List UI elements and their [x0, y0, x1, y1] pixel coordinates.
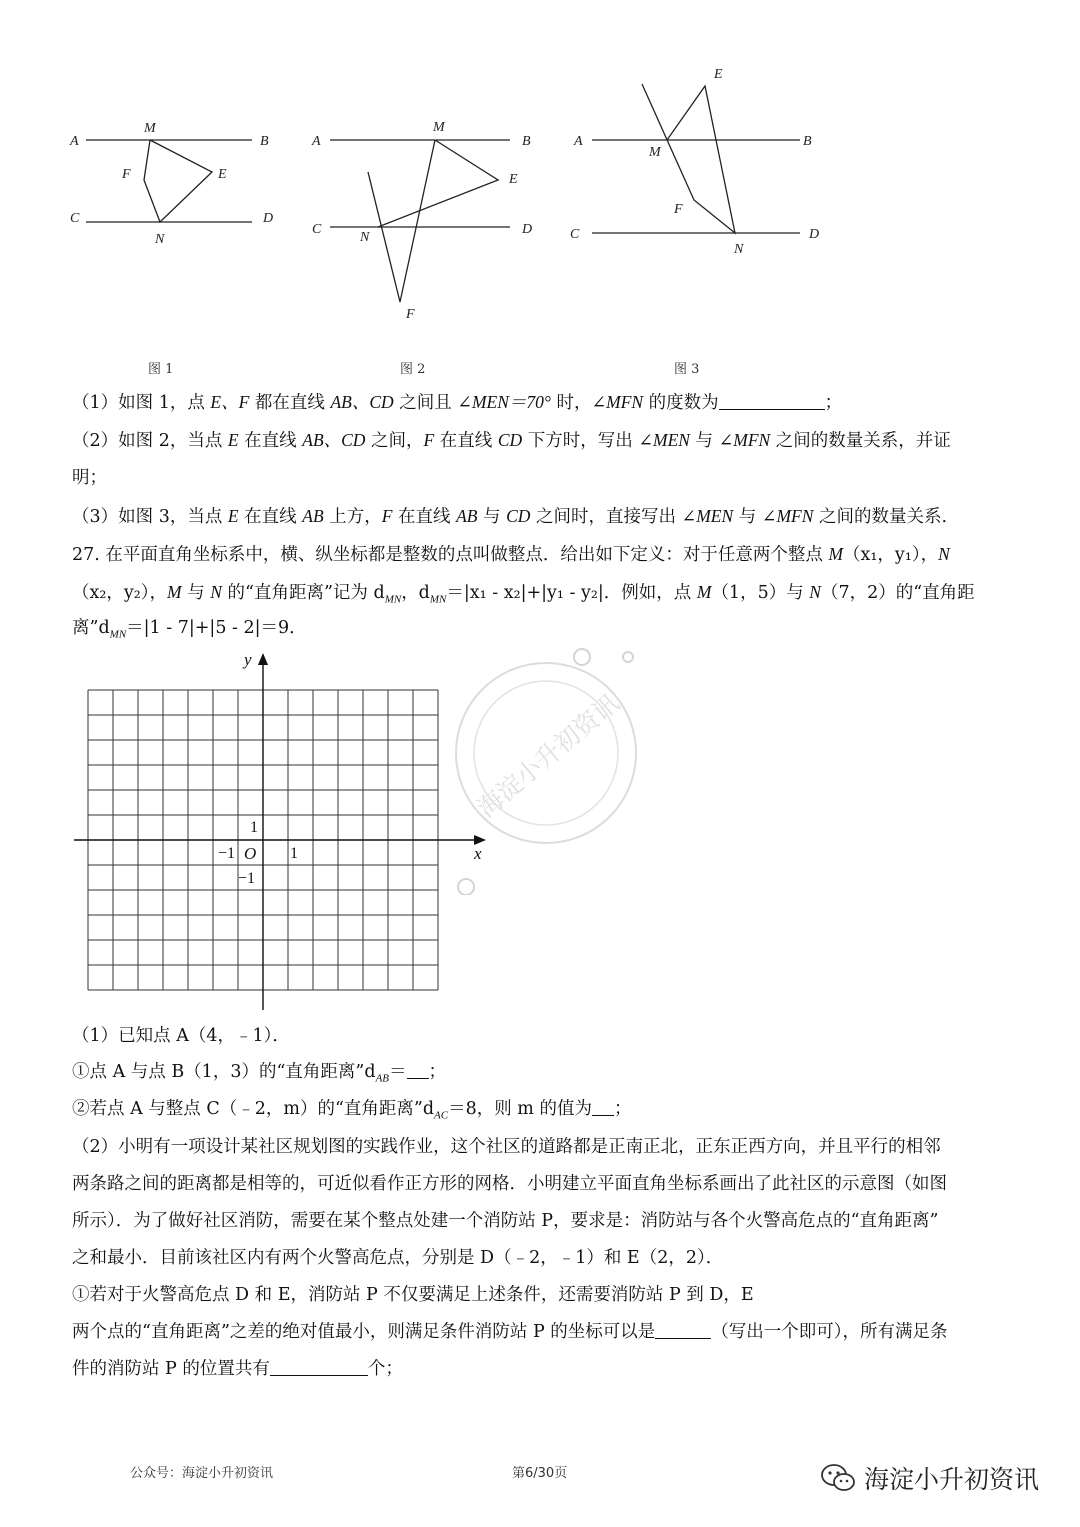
watermark-text: 海淀小升初资讯 — [471, 688, 625, 824]
wechat-icon — [820, 1462, 856, 1494]
label-n: N — [360, 230, 370, 245]
q26-part2-cont: 明； — [72, 468, 107, 488]
figure-1-caption: 图 1 — [148, 362, 174, 377]
q27-part2-1-l1: ①若对于火警高危点 D 和 E，消防站 P 不仅要满足上述条件，还需要消防站 P 到 D，E — [72, 1285, 754, 1305]
q27-part1-1: ①点 A 与点 B（1，3）的“直角距离$”d_{AB}=$ ； — [72, 1062, 447, 1085]
q27-part1: （1）已知点 A（4，﹣1）． — [72, 1026, 290, 1046]
q27-intro-1: 27. 在平面直角坐标系中，横、纵坐标都是整数的点叫做整点．给出如下定义：对于任意两个整点 M（x₁，y₁），N — [72, 544, 950, 565]
footer-account: 公众号：海淀小升初资讯 — [130, 1466, 274, 1481]
watermark-bubble — [623, 652, 633, 662]
grid-svg — [70, 645, 490, 1015]
origin-label: O — [244, 844, 257, 863]
figure-2-svg — [300, 110, 550, 330]
footer-page-number: 第6/30页 — [512, 1466, 568, 1481]
q26-part1: （1）如图 1，点 E、F 都在直线 AB、CD 之间且 ∠MEN＝70° 时，∠MFN 的度数为 ； — [72, 392, 843, 413]
q27-part2-l1: （2）小明有一项设计某社区规划图的实践作业，这个社区的道路都是正南正北，正东正西方向，并且平行的相邻 — [72, 1137, 941, 1157]
label-e: E — [218, 167, 227, 182]
figure-1-svg — [60, 110, 290, 260]
answer-blank[interactable] — [407, 1060, 429, 1079]
figure-2-caption: 图 2 — [400, 362, 426, 377]
label-e: E — [714, 67, 723, 82]
figure-3-caption: 图 3 — [674, 362, 700, 377]
quad-menf — [144, 140, 212, 222]
figure-1 — [60, 110, 290, 260]
q27-part2-l3: 所示）．为了做好社区消防，需要在某个整点处建一个消防站 P，要求是：消防站与各个火警高危点的“直角距离” — [72, 1211, 939, 1231]
path-n-f-m — [368, 140, 435, 302]
label-c: C — [570, 227, 580, 242]
figure-2 — [300, 110, 550, 330]
q27-part2-l4: 之和最小．目前该社区内有两个火警高危点，分别是 D（﹣2，﹣1）和 E（2，2）． — [72, 1248, 724, 1268]
label-b: B — [522, 134, 531, 149]
x-axis-label: x — [474, 844, 482, 863]
label-a: A — [312, 134, 321, 149]
y-axis-arrow — [258, 653, 268, 665]
label-c: C — [312, 222, 322, 237]
label-f: F — [674, 202, 683, 217]
q27-part1-2: ②若点 A 与整点 C（﹣2，m）的“直角距离$”d_{AC}=8$，则 m 的值为 ； — [72, 1099, 632, 1122]
y-tick-1: 1 — [250, 819, 258, 836]
label-m: M — [433, 120, 445, 135]
coordinate-grid — [70, 645, 490, 1015]
x-tick-neg1: −1 — [218, 845, 236, 862]
x-tick-1: 1 — [290, 845, 298, 862]
label-d: D — [809, 227, 820, 242]
path-n-e-m — [378, 140, 498, 227]
y-axis-label: y — [244, 650, 252, 669]
footer-brand — [820, 1456, 1039, 1500]
watermark-bubble — [574, 649, 590, 665]
q27-intro-2: （x₂，y₂），M 与 N 的“直角距离”记为 $d_{MN}$，$d_{MN}=|x_1 - x_2|+|y_1 - y_2|$．例如，点 M（1，5）与 N（7，2）的“直角距 — [72, 582, 975, 606]
answer-blank[interactable] — [592, 1097, 614, 1116]
q26-part2: （2）如图 2，当点 E 在直线 AB、CD 之间，F 在直线 CD 下方时，写出 ∠MEN 与 ∠MFN 之间的数量关系，并证 — [72, 430, 951, 451]
label-b: B — [803, 134, 812, 149]
figure-3-svg — [560, 60, 830, 260]
label-c: C — [70, 211, 80, 226]
label-d: D — [263, 211, 274, 226]
label-a: A — [70, 134, 79, 149]
label-n: N — [155, 232, 165, 247]
label-f: F — [406, 307, 415, 322]
q26-part3: （3）如图 3，当点 E 在直线 AB 上方，F 在直线 AB 与 CD 之间时，直接写出 ∠MEN 与 ∠MFN 之间的数量关系. — [72, 506, 948, 527]
answer-blank[interactable] — [719, 391, 825, 410]
answer-blank[interactable] — [655, 1320, 711, 1339]
footer-brand-text: 海淀小升初资讯 — [864, 1465, 1040, 1494]
label-n: N — [734, 242, 744, 257]
q27-part2-1-l2: 两个点的“直角距离”之差的绝对值最小，则满足条件消防站 P 的坐标可以是 （写出一个即可），所有满足条 — [72, 1322, 948, 1342]
label-a: A — [574, 134, 583, 149]
y-tick-neg1: −1 — [238, 870, 256, 887]
label-b: B — [260, 134, 269, 149]
q27-intro-3: 离$”d_{MN}=|1 - 7|+|5 - 2|=9$． — [72, 618, 307, 641]
answer-blank[interactable] — [270, 1357, 368, 1376]
label-m: M — [144, 121, 156, 136]
figure-3 — [560, 60, 830, 260]
q27-part2-1-l3: 件的消防站 P 的位置共有 个； — [72, 1359, 403, 1379]
q27-part2-l2: 两条路之间的距离都是相等的，可近似看作正方形的网格．小明建立平面直角坐标系画出了此社区的示意图（如图 — [72, 1174, 947, 1194]
label-e: E — [509, 172, 518, 187]
label-d: D — [522, 222, 533, 237]
label-m: M — [649, 145, 661, 160]
label-f: F — [122, 167, 131, 182]
